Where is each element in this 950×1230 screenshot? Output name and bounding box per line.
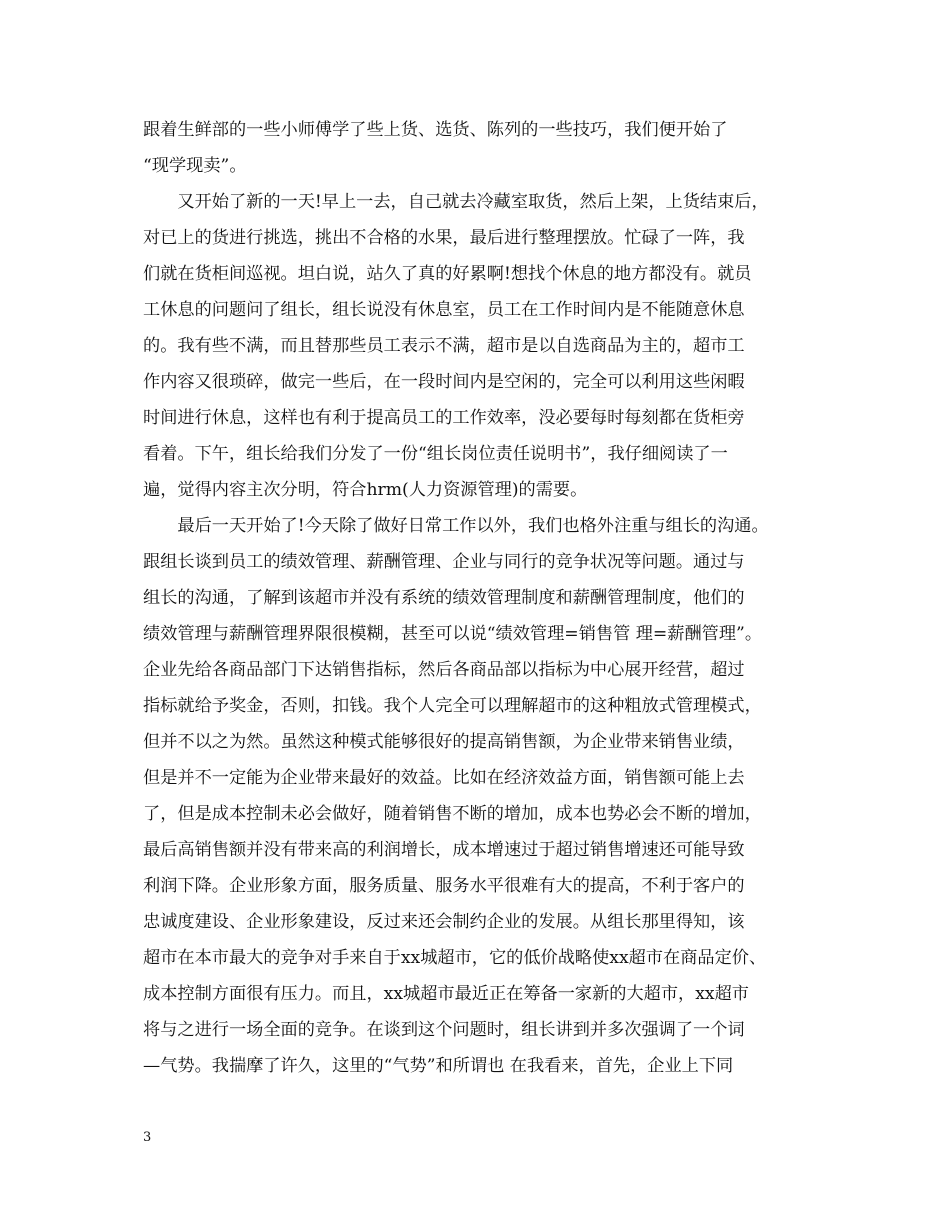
text-line: 利润下降。企业形象方面，服务质量、服务水平很难有大的提高，不利于客户的 xyxy=(143,876,745,896)
text-line: 对已上的货进行挑选，挑出不合格的水果，最后进行整理摆放。忙碌了一阵，我 xyxy=(143,228,745,248)
text-line: 绩效管理与薪酬管理界限很模糊，甚至可以说“绩效管理=销售管 理=薪酬管理”。 xyxy=(143,624,763,644)
text-line: 企业先给各商品部门下达销售指标，然后各商品部以指标为中心展开经营，超过 xyxy=(143,660,745,680)
text-line: 但是并不一定能为企业带来最好的效益。比如在经济效益方面，销售额可能上去 xyxy=(143,768,745,788)
text-line: 工休息的问题问了组长，组长说没有休息室，员工在工作时间内是不能随意休息 xyxy=(143,300,745,320)
text-line: 忠诚度建设、企业形象建设，反过来还会制约企业的发展。从组长那里得知，该 xyxy=(143,912,745,932)
text-line: 时间进行休息，这样也有利于提高员工的工作效率，没必要每时每刻都在货柜旁 xyxy=(143,408,745,428)
text-line: 又开始了新的一天!早上一去，自己就去冷藏室取货，然后上架，上货结束后， xyxy=(143,192,769,212)
text-line: 的。我有些不满，而且替那些员工表示不满，超市是以自选商品为主的，超市工 xyxy=(143,336,745,356)
text-line: 成本控制方面很有压力。而且，xx城超市最近正在筹备一家新的大超市，xx超市 xyxy=(143,984,749,1004)
text-line: 看着。下午，组长给我们分发了一份“组长岗位责任说明书”，我仔细阅读了一 xyxy=(143,444,728,464)
text-line: 最后一天开始了!今天除了做好日常工作以外，我们也格外注重与组长的沟通。 xyxy=(143,516,769,536)
text-line: 将与之进行一场全面的竞争。在谈到这个问题时，组长讲到并多次强调了一个词 xyxy=(143,1020,745,1040)
text-line: 最后高销售额并没有带来高的利润增长，成本增速过于超过销售增速还可能导致 xyxy=(143,840,745,860)
page-number: 3 xyxy=(143,1130,152,1145)
text-line: 遍，觉得内容主次分明，符合hrm(人力资源管理)的需要。 xyxy=(143,480,588,500)
text-line: —气势。我揣摩了许久，这里的“气势”和所谓也 在我看来，首先，企业上下同 xyxy=(143,1056,734,1076)
text-line: 指标就给予奖金，否则，扣钱。我个人完全可以理解超市的这种粗放式管理模式， xyxy=(143,696,762,716)
text-line: 跟组长谈到员工的绩效管理、薪酬管理、企业与同行的竞争状况等问题。通过与 xyxy=(143,552,745,572)
text-line: 作内容又很琐碎，做完一些后，在一段时间内是空闲的，完全可以利用这些闲暇 xyxy=(143,372,745,392)
text-line: “现学现卖”。 xyxy=(143,156,247,176)
text-line: 们就在货柜间巡视。坦白说，站久了真的好累啊!想找个休息的地方都没有。就员 xyxy=(143,264,752,284)
text-line: 了，但是成本控制未必会做好，随着销售不断的增加，成本也势必会不断的增加， xyxy=(143,804,762,824)
body-text xyxy=(143,112,823,1084)
text-line: 但并不以之为然。虽然这种模式能够很好的提高销售额，为企业带来销售业绩， xyxy=(143,732,745,752)
text-line: 超市在本市最大的竞争对手来自于xx城超市，它的低价战略使xx超市在商品定价、 xyxy=(143,948,767,968)
text-line: 组长的沟通，了解到该超市并没有系统的绩效管理制度和薪酬管理制度，他们的 xyxy=(143,588,745,608)
text-line: 跟着生鲜部的一些小师傅学了些上货、选货、陈列的一些技巧，我们便开始了 xyxy=(143,120,728,140)
